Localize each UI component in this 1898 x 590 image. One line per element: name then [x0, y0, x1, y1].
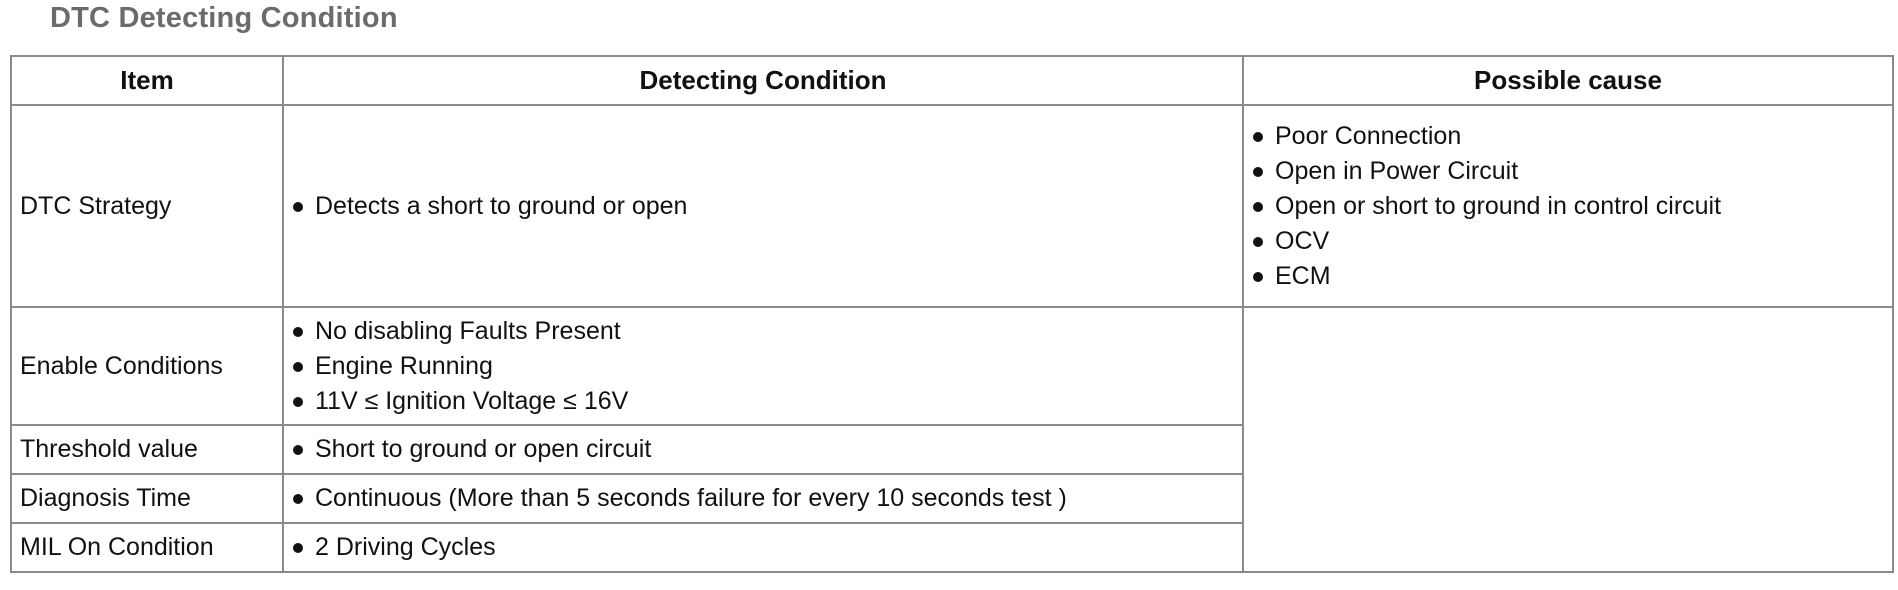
list-item: Detects a short to ground or open	[292, 189, 1234, 224]
detecting-cell	[283, 474, 1243, 523]
list-item: 11V ≤ Ignition Voltage ≤ 16V	[292, 384, 1234, 419]
item-cell: Threshold value	[11, 425, 283, 474]
item-cell: Enable Conditions	[11, 307, 283, 425]
header-item: Item	[11, 56, 283, 105]
detecting-cell	[283, 425, 1243, 474]
list-item: Poor Connection	[1252, 119, 1884, 154]
page-title: DTC Detecting Condition	[50, 2, 398, 34]
dtc-table	[10, 55, 1894, 573]
list-item: Engine Running	[292, 349, 1234, 384]
list-item: Open in Power Circuit	[1252, 154, 1884, 189]
table-row	[11, 105, 1893, 307]
item-cell: MIL On Condition	[11, 523, 283, 572]
list-item: 2 Driving Cycles	[292, 530, 1234, 565]
list-item: OCV	[1252, 224, 1884, 259]
possible-cause-cell	[1243, 105, 1893, 307]
list-item: ECM	[1252, 259, 1884, 294]
item-cell: Diagnosis Time	[11, 474, 283, 523]
header-detecting-condition: Detecting Condition	[283, 56, 1243, 105]
table-row	[11, 307, 1893, 425]
list-item: No disabling Faults Present	[292, 314, 1234, 349]
detecting-cell	[283, 523, 1243, 572]
list-item: Continuous (More than 5 seconds failure for every 10 seconds test )	[292, 481, 1234, 516]
possible-cause-empty-cell	[1243, 307, 1893, 572]
item-cell: DTC Strategy	[11, 105, 283, 307]
detecting-cell	[283, 307, 1243, 425]
list-item: Short to ground or open circuit	[292, 432, 1234, 467]
list-item: Open or short to ground in control circuit	[1252, 189, 1884, 224]
header-possible-cause: Possible cause	[1243, 56, 1893, 105]
detecting-cell	[283, 105, 1243, 307]
table-header-row	[11, 56, 1893, 105]
